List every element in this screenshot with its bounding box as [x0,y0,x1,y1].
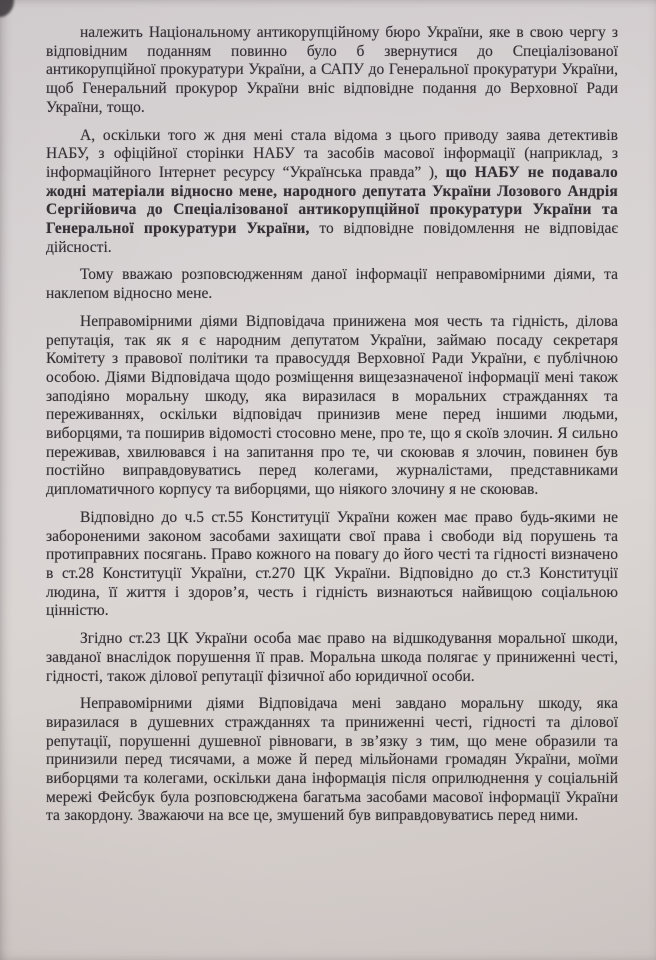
bold-text-segment: що НАБУ не подавало жодні матеріали відносно мене, народного депутата України Лозового Андрія Сергійовича до Спеціалізованої антикорупційної прокуратури України та Генеральної прокуратури України, [46,163,618,238]
paragraph [46,509,618,621]
document-body [46,24,618,835]
paragraph [46,630,618,686]
paragraph [46,313,618,500]
paragraph [46,695,618,826]
text-segment: належить Національному антикорупційному бюро України, яке в свою чергу з відповідним поданням повинно було б звернутися до Спеціалізованої антикорупційної прокуратури України, а САПУ до Генеральної прокуратури України, щоб Генеральний прокурор України вніс відповідне подання до Верховної Ради України, тощо. [46,24,618,116]
text-segment: Згідно ст.23 ЦК України особа має право на відшкодування моральної шкоди, завданої внаслідок порушення її прав. Моральна шкода полягає у приниженні честі, гідності, також ділової репутації фізичної або юридичної особи. [46,630,618,685]
text-segment: А, оскільки того ж дня мені стала відома з цього приводу заява детективів НАБУ, з офіційної сторінки НАБУ та засобів масової інформації (наприклад, з інформаційного Інтернет ресурсу “Українська правда” ), [46,126,618,181]
paragraph [46,127,618,258]
paragraph [46,24,618,118]
text-segment: Тому вважаю розповсюдженням даної інформації неправомірними діями, та наклепом відносно мене. [46,266,618,303]
paragraph [46,266,618,303]
text-segment: Неправомірними діями Відповідача мені завдано моральну шкоду, яка виразилася в душевних стражданнях та приниженні честі, гідності та ділової репутації, порушенні душевної рівноваги, в зв’язку з тим, що мене образили та принизили перед тисячами, а може й перед мільйонами громадян України, моїми виборцями та колегами, оскільки дана інформація після оприлюднення у соціальній мережі Фейсбук була розповсюджена багатьма засобами масової інформації України та закордону. Зважаючи на все це, змушений був виправдовуватись перед ними. [46,695,618,825]
text-segment: Неправомірними діями Відповідача принижена моя честь та гідність, ділова репутація, так як я є народним депутатом України, займаю посаду секретаря Комітету з правової політики та правосуддя Верховної Ради України, є публічною особою. Діями Відповідача щодо розміщення вищезазначеної інформації мені також заподіяно моральну шкоду, яка виразилася в моральних стражданнях та переживаннях, оскільки відповідач принизив мене перед іншими людьми, виборцями, та поширив відомості стосовно мене, про те, що я скоїв злочин. Я сильно переживав, хвилювався і на запитання про те, чи скоював я злочин, повинен був постійно виправдовуватись перед колегами, журналістами, представниками дипломатичного корпусу та виборцями, що ніякого злочину я не скоював. [46,312,618,499]
text-segment: Відповідно до ч.5 ст.55 Конституції України кожен має право будь-якими не забороненими законом засобами захищати свої права і свободи від порушень та протиправних посягань. Право кожного на повагу до його честі та гідності визначено в ст.28 Конституції України, ст.270 ЦК України. Відповідно до ст.3 Конституції людина, її життя і здоров’я, честь і гідність визнаються найвищою соціальною цінністю. [46,508,618,620]
text-segment: то відповідне повідомлення не відповідає дійсності. [46,220,618,256]
photo-corner-artifact [0,0,14,17]
